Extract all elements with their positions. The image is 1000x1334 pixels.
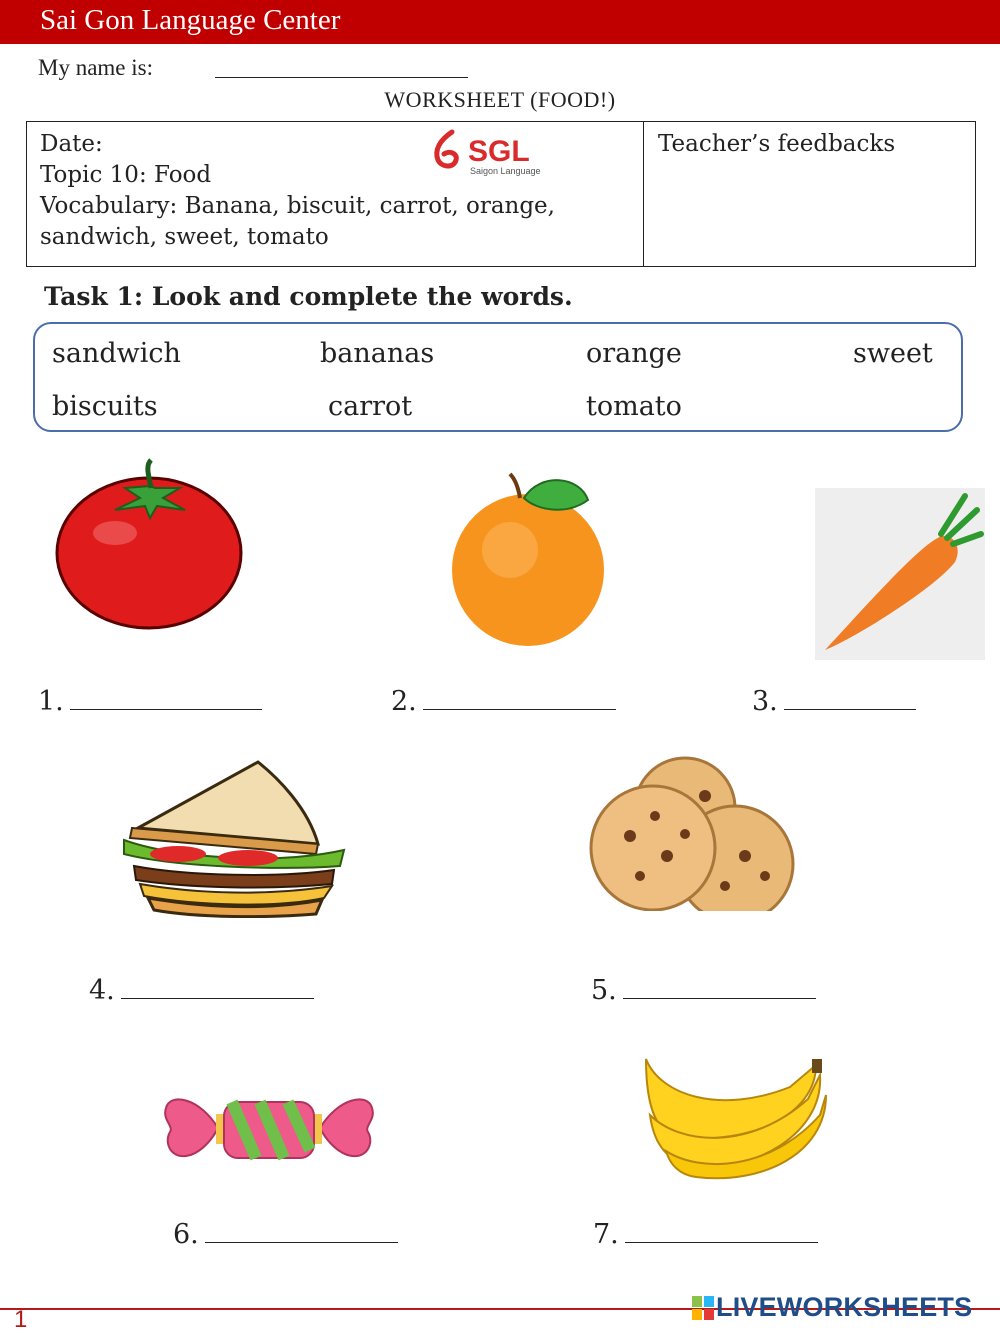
- word-bank-item: bananas: [320, 338, 435, 369]
- name-blank[interactable]: [215, 77, 468, 78]
- tomato-image: [55, 458, 245, 633]
- biscuits-image: [585, 756, 800, 911]
- bananas-image: [640, 1055, 830, 1180]
- answer-number: 3.: [752, 686, 778, 717]
- answer-4: [89, 975, 314, 1006]
- task1-title: Task 1: Look and complete the words.: [44, 282, 573, 311]
- answer-3: [752, 686, 916, 717]
- answer-number: 1.: [38, 686, 64, 717]
- liveworksheets-brand: LIVEWORKSHEETS: [716, 1292, 973, 1322]
- answer-blank-6[interactable]: [205, 1222, 398, 1243]
- answer-blank-1[interactable]: [70, 689, 262, 710]
- topic-label: Topic 10: Food: [40, 162, 212, 188]
- answer-blank-7[interactable]: [625, 1222, 818, 1243]
- answer-number: 4.: [89, 975, 115, 1006]
- sweet-image: [160, 1088, 378, 1168]
- answer-6: [173, 1219, 398, 1250]
- word-bank-item: tomato: [586, 391, 682, 422]
- liveworksheets-logo-icon: [692, 1296, 714, 1320]
- answer-number: 7.: [593, 1219, 619, 1250]
- answer-2: [391, 686, 616, 717]
- answer-5: [591, 975, 816, 1006]
- info-divider: [643, 121, 644, 267]
- sandwich-image: [118, 758, 348, 918]
- answer-blank-2[interactable]: [423, 689, 616, 710]
- answer-blank-3[interactable]: [784, 689, 916, 710]
- date-label: Date:: [40, 131, 103, 157]
- logo-subtitle: Saigon Language: [470, 166, 541, 176]
- carrot-image: [815, 488, 985, 660]
- answer-7: [593, 1219, 818, 1250]
- page-number: 1: [14, 1306, 28, 1333]
- logo-text: SGL: [468, 135, 530, 168]
- answer-blank-4[interactable]: [121, 978, 314, 999]
- answer-1: [38, 686, 262, 717]
- answer-number: 2.: [391, 686, 417, 717]
- word-bank-item: carrot: [328, 391, 413, 422]
- answer-blank-5[interactable]: [623, 978, 816, 999]
- word-bank-item: sandwich: [52, 338, 181, 369]
- name-label: My name is:: [38, 55, 153, 80]
- word-bank-item: orange: [586, 338, 682, 369]
- header-title: Sai Gon Language Center: [40, 4, 341, 36]
- teacher-feedback-label: Teacher’s feedbacks: [658, 131, 896, 157]
- vocabulary-line-1: Vocabulary: Banana, biscuit, carrot, orange,: [40, 193, 555, 219]
- word-bank-item: sweet: [853, 338, 933, 369]
- worksheet-title: WORKSHEET (FOOD!): [384, 87, 616, 112]
- word-bank-item: biscuits: [52, 391, 158, 422]
- orange-image: [440, 470, 620, 650]
- answer-number: 6.: [173, 1219, 199, 1250]
- vocabulary-line-2: sandwich, sweet, tomato: [40, 224, 329, 250]
- answer-number: 5.: [591, 975, 617, 1006]
